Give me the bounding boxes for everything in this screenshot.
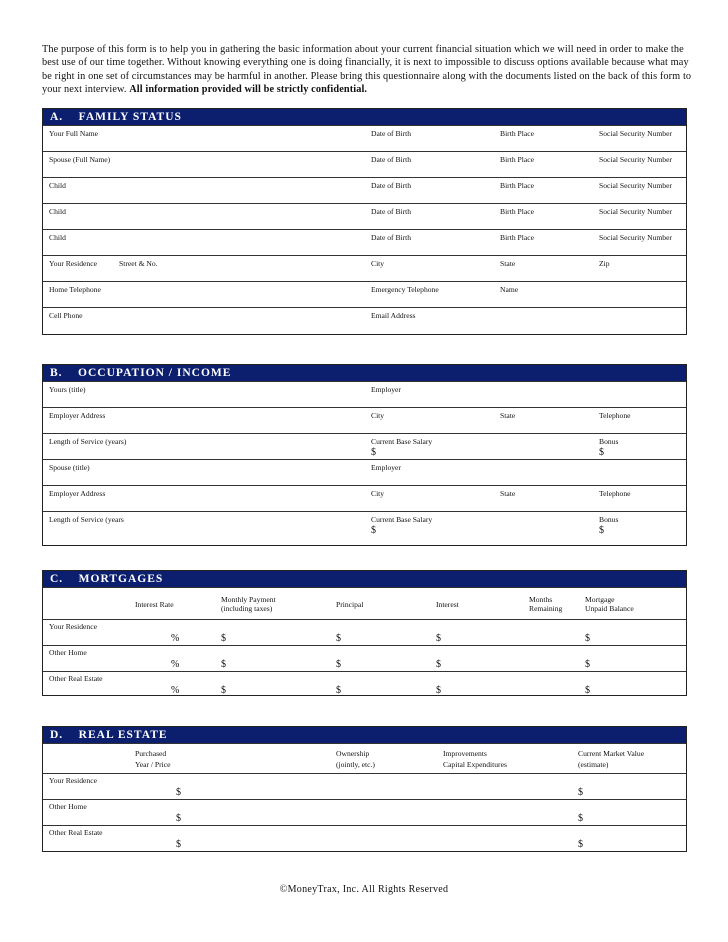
section-mortgages — [42, 570, 687, 696]
label-telephone: Telephone — [599, 489, 631, 498]
row-child-1[interactable] — [43, 177, 686, 203]
header-purchased: Purchased — [135, 749, 167, 758]
label-length-of-service: Length of Service (years) — [49, 437, 127, 446]
header-unpaid-balance: Unpaid Balance — [585, 604, 634, 613]
dollar-sign: $ — [221, 685, 226, 696]
section-family-status — [42, 108, 687, 335]
dollar-sign: $ — [436, 685, 441, 696]
label-spouse-name: Spouse (Full Name) — [49, 155, 111, 164]
label-birth-place: Birth Place — [500, 233, 534, 242]
dollar-sign: $ — [436, 659, 441, 670]
bonus-dollar-sign: $ — [599, 447, 604, 458]
label-birth-place: Birth Place — [500, 207, 534, 216]
label-date-of-birth: Date of Birth — [371, 233, 412, 242]
label-child: Child — [49, 181, 66, 190]
real-estate-column-headers — [43, 743, 686, 773]
header-improvements: Improvements — [443, 749, 487, 758]
label-date-of-birth: Date of Birth — [371, 207, 412, 216]
header-remaining: Remaining — [529, 604, 563, 613]
row-your-name[interactable] — [43, 125, 686, 151]
header-principal: Principal — [336, 600, 364, 609]
dollar-sign: $ — [578, 787, 583, 798]
label-date-of-birth: Date of Birth — [371, 155, 412, 164]
dollar-sign: $ — [176, 813, 181, 824]
dollar-sign: $ — [578, 813, 583, 824]
label-your-residence: Your Residence — [49, 259, 97, 268]
dollar-sign: $ — [585, 685, 590, 696]
header-current-market-value: Current Market Value — [578, 749, 645, 758]
dollar-sign: $ — [336, 685, 341, 696]
row-child-3[interactable] — [43, 229, 686, 255]
header-mortgage: Mortgage — [585, 595, 615, 604]
label-ssn: Social Security Number — [599, 129, 672, 138]
dollar-sign: $ — [578, 839, 583, 850]
row-your-title[interactable] — [43, 381, 686, 407]
label-spouse-title: Spouse (title) — [49, 463, 90, 472]
section-a-title: A. FAMILY STATUS — [43, 109, 686, 125]
label-employer: Employer — [371, 385, 401, 394]
label-state: State — [500, 259, 516, 268]
row-mortgage-other-real-estate[interactable] — [43, 671, 686, 697]
salary-dollar-sign: $ — [371, 447, 376, 458]
percent-sign: % — [171, 633, 180, 644]
dollar-sign: $ — [436, 633, 441, 644]
section-c-title: C. MORTGAGES — [43, 571, 686, 587]
dollar-sign: $ — [336, 659, 341, 670]
row-realestate-other-home[interactable] — [43, 799, 686, 825]
label-other-home: Other Home — [49, 802, 87, 811]
row-realestate-other-real-estate[interactable] — [43, 825, 686, 851]
dollar-sign: $ — [221, 633, 226, 644]
row-cell-phone[interactable] — [43, 307, 686, 334]
label-employer: Employer — [371, 463, 401, 472]
header-interest-rate: Interest Rate — [135, 600, 174, 609]
dollar-sign: $ — [176, 839, 181, 850]
label-yours-title: Yours (title) — [49, 385, 86, 394]
label-other-real-estate: Other Real Estate — [49, 828, 103, 837]
intro-text: The purpose of this form is to help you in gathering the basic information about your current financial situation which we will need in order to make the best use of our time together. Without knowing everything one is doing financially, it is next to impossible to discuss options available because what may be right in one set of circumstances may be harmful in another. Please bring this questionnaire along with the documents listed on the back of this form to your next interview. — [42, 44, 692, 95]
section-real-estate — [42, 726, 687, 852]
row-spouse-employer-address[interactable] — [43, 485, 686, 511]
salary-dollar-sign: $ — [371, 525, 376, 536]
header-ownership: Ownership — [336, 749, 370, 758]
label-email-address: Email Address — [371, 311, 416, 320]
bonus-dollar-sign: $ — [599, 525, 604, 536]
label-bonus: Bonus — [599, 437, 619, 446]
row-mortgage-other-home[interactable] — [43, 645, 686, 671]
row-residence[interactable] — [43, 255, 686, 281]
section-b-title: B. OCCUPATION / INCOME — [43, 365, 686, 381]
label-ssn: Social Security Number — [599, 155, 672, 164]
label-child: Child — [49, 233, 66, 242]
label-ssn: Social Security Number — [599, 233, 672, 242]
footer-copyright: ©MoneyTrax, Inc. All Rights Reserved — [279, 884, 449, 895]
label-employer-address: Employer Address — [49, 411, 106, 420]
row-spouse-length-of-service[interactable] — [43, 511, 686, 537]
label-state: State — [500, 411, 516, 420]
header-monthly-payment: Monthly Payment — [221, 595, 276, 604]
section-d-title: D. REAL ESTATE — [43, 727, 686, 743]
label-current-base-salary: Current Base Salary — [371, 437, 433, 446]
label-ssn: Social Security Number — [599, 207, 672, 216]
dollar-sign: $ — [176, 787, 181, 798]
header-year-price: Year / Price — [135, 760, 171, 769]
label-bonus: Bonus — [599, 515, 619, 524]
label-current-base-salary: Current Base Salary — [371, 515, 433, 524]
dollar-sign: $ — [585, 659, 590, 670]
label-birth-place: Birth Place — [500, 129, 534, 138]
label-cell-phone: Cell Phone — [49, 311, 83, 320]
label-zip: Zip — [599, 259, 610, 268]
label-name: Name — [500, 285, 519, 294]
row-home-telephone[interactable] — [43, 281, 686, 307]
header-jointly: (jointly, etc.) — [336, 760, 375, 769]
row-mortgage-your-residence[interactable] — [43, 619, 686, 645]
label-city: City — [371, 489, 385, 498]
dollar-sign: $ — [221, 659, 226, 670]
label-city: City — [371, 411, 385, 420]
intro-paragraph — [42, 43, 692, 96]
percent-sign: % — [171, 685, 180, 696]
row-employer-address[interactable] — [43, 407, 686, 433]
dollar-sign: $ — [336, 633, 341, 644]
row-length-of-service[interactable] — [43, 433, 686, 459]
label-birth-place: Birth Place — [500, 181, 534, 190]
label-date-of-birth: Date of Birth — [371, 129, 412, 138]
dollar-sign: $ — [585, 633, 590, 644]
label-length-of-service: Length of Service (years — [49, 515, 124, 524]
label-emergency-telephone: Emergency Telephone — [371, 285, 439, 294]
label-other-real-estate: Other Real Estate — [49, 674, 103, 683]
section-occupation-income — [42, 364, 687, 546]
label-telephone: Telephone — [599, 411, 631, 420]
label-ssn: Social Security Number — [599, 181, 672, 190]
label-birth-place: Birth Place — [500, 155, 534, 164]
label-street: Street & No. — [119, 259, 158, 268]
row-child-2[interactable] — [43, 203, 686, 229]
header-months: Months — [529, 595, 553, 604]
label-city: City — [371, 259, 385, 268]
intro-bold-notice: All information provided will be strictly confidential. — [129, 83, 368, 95]
label-your-full-name: Your Full Name — [49, 129, 99, 138]
label-employer-address: Employer Address — [49, 489, 106, 498]
percent-sign: % — [171, 659, 180, 670]
row-spouse-name[interactable] — [43, 151, 686, 177]
row-spouse-title[interactable] — [43, 459, 686, 485]
header-estimate: (estimate) — [578, 760, 609, 769]
label-home-telephone: Home Telephone — [49, 285, 101, 294]
header-including-taxes: (including taxes) — [221, 604, 273, 613]
label-your-residence: Your Residence — [49, 776, 97, 785]
mortgages-column-headers — [43, 587, 686, 619]
row-realestate-your-residence[interactable] — [43, 773, 686, 799]
header-interest: Interest — [436, 600, 459, 609]
label-your-residence: Your Residence — [49, 622, 97, 631]
header-capital-expenditures: Capital Expenditures — [443, 760, 507, 769]
label-date-of-birth: Date of Birth — [371, 181, 412, 190]
label-other-home: Other Home — [49, 648, 87, 657]
label-state: State — [500, 489, 516, 498]
label-child: Child — [49, 207, 66, 216]
